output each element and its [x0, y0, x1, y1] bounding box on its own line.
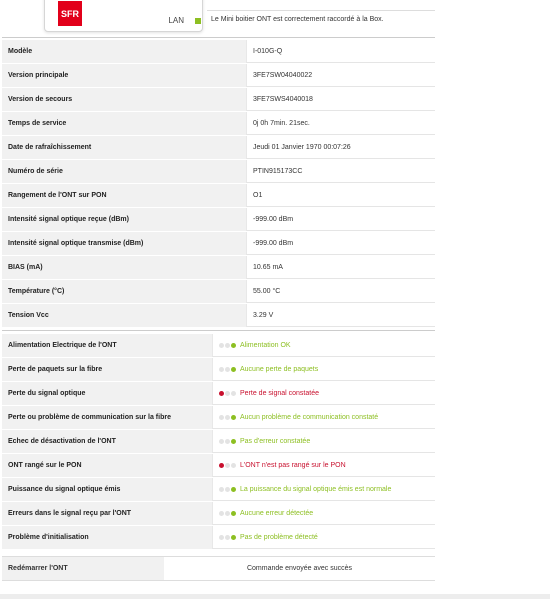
status-text: La puissance du signal optique émis est normale — [240, 485, 392, 493]
status-label: Perte du signal optique — [2, 382, 212, 405]
status-row — [2, 382, 435, 406]
status-value-cell — [212, 454, 435, 477]
status-dot-icon — [231, 439, 236, 444]
info-row — [2, 112, 435, 136]
info-row — [2, 160, 435, 184]
status-row — [2, 454, 435, 478]
status-dot-icon — [219, 463, 224, 468]
status-label: Echec de désactivation de l'ONT — [2, 430, 212, 453]
info-row — [2, 136, 435, 160]
status-indicator-icon — [219, 343, 236, 348]
restart-row — [2, 556, 435, 581]
divider — [207, 10, 435, 11]
info-label: Temps de service — [2, 112, 246, 135]
status-dot-icon — [231, 415, 236, 420]
status-dot-icon — [219, 487, 224, 492]
info-row — [2, 280, 435, 304]
status-dot-icon — [219, 367, 224, 372]
status-row — [2, 406, 435, 430]
info-value: 3FE7SW04040022 — [246, 64, 435, 87]
status-row — [2, 478, 435, 502]
info-label: Rangement de l'ONT sur PON — [2, 184, 246, 207]
status-row — [2, 430, 435, 454]
status-row — [2, 358, 435, 382]
status-text: Pas d'erreur constatée — [240, 437, 311, 445]
status-indicator-icon — [219, 367, 236, 372]
status-label: Puissance du signal optique émis — [2, 478, 212, 501]
info-value: 3.29 V — [246, 304, 435, 327]
status-dot-icon — [225, 391, 230, 396]
status-value-cell — [212, 406, 435, 429]
status-dot-icon — [225, 367, 230, 372]
info-label: Numéro de série — [2, 160, 246, 183]
status-dot-icon — [219, 511, 224, 516]
info-row — [2, 40, 435, 64]
status-dot-icon — [231, 535, 236, 540]
info-row — [2, 232, 435, 256]
status-value-cell — [212, 430, 435, 453]
status-label: Problème d'initialisation — [2, 526, 212, 549]
info-value: 3FE7SWS4040018 — [246, 88, 435, 111]
info-label: Tension Vcc — [2, 304, 246, 327]
status-indicator-icon — [219, 391, 236, 396]
info-label: Modèle — [2, 40, 246, 63]
status-text: Aucune perte de paquets — [240, 365, 319, 373]
info-label: Version de secours — [2, 88, 246, 111]
info-value: 55.00 °C — [246, 280, 435, 303]
status-text: Perte de signal constatée — [240, 389, 319, 397]
status-text: Aucune erreur détectée — [240, 509, 314, 517]
status-value-cell — [212, 526, 435, 549]
info-label: BIAS (mA) — [2, 256, 246, 279]
info-value: O1 — [246, 184, 435, 207]
info-label: Température (°C) — [2, 280, 246, 303]
connection-message: Le Mini boitier ONT est correctement raccordé à la Box. — [211, 16, 384, 23]
info-value: -999.00 dBm — [246, 232, 435, 255]
info-row — [2, 88, 435, 112]
status-indicator-icon — [219, 463, 236, 468]
status-value-cell — [212, 478, 435, 501]
restart-label: Redémarrer l'ONT — [2, 557, 164, 580]
status-dot-icon — [225, 535, 230, 540]
status-dot-icon — [225, 415, 230, 420]
status-dot-icon — [231, 367, 236, 372]
status-text: L'ONT n'est pas rangé sur le PON — [240, 461, 346, 469]
status-indicator-icon — [219, 535, 236, 540]
divider — [2, 37, 435, 38]
status-label: Perte ou problème de communication sur la fibre — [2, 406, 212, 429]
status-row — [2, 526, 435, 550]
status-label: Erreurs dans le signal reçu par l'ONT — [2, 502, 212, 525]
status-dot-icon — [219, 391, 224, 396]
port-led-lan — [195, 18, 201, 24]
status-table — [2, 334, 435, 550]
status-dot-icon — [225, 463, 230, 468]
info-label: Intensité signal optique reçue (dBm) — [2, 208, 246, 231]
status-text: Aucun problème de communication constaté — [240, 413, 379, 421]
info-value: -999.00 dBm — [246, 208, 435, 231]
restart-result: Commande envoyée avec succès — [246, 565, 353, 572]
info-value: 10.65 mA — [246, 256, 435, 279]
status-value-cell — [212, 358, 435, 381]
status-dot-icon — [225, 487, 230, 492]
status-dot-icon — [225, 439, 230, 444]
info-value: 0j 0h 7min. 21sec. — [246, 112, 435, 135]
status-label: ONT rangé sur le PON — [2, 454, 212, 477]
status-row — [2, 502, 435, 526]
status-row — [2, 334, 435, 358]
info-label: Version principale — [2, 64, 246, 87]
info-row — [2, 64, 435, 88]
info-value: I-010G-Q — [246, 40, 435, 63]
status-value-cell — [212, 334, 435, 357]
info-table — [2, 40, 435, 328]
status-indicator-icon — [219, 511, 236, 516]
status-indicator-icon — [219, 439, 236, 444]
status-text: Alimentation OK — [240, 341, 291, 349]
info-row — [2, 256, 435, 280]
info-value: Jeudi 01 Janvier 1970 00:07:26 — [246, 136, 435, 159]
device-card — [44, 0, 203, 32]
status-dot-icon — [219, 535, 224, 540]
info-label: Date de rafraîchissement — [2, 136, 246, 159]
sfr-logo: SFR — [58, 1, 82, 26]
status-value-cell — [212, 502, 435, 525]
info-row — [2, 304, 435, 328]
status-dot-icon — [219, 343, 224, 348]
status-dot-icon — [219, 439, 224, 444]
status-dot-icon — [231, 463, 236, 468]
status-indicator-icon — [219, 415, 236, 420]
status-dot-icon — [225, 343, 230, 348]
status-label: Perte de paquets sur la fibre — [2, 358, 212, 381]
page-footer-bar — [0, 594, 550, 599]
info-label: Intensité signal optique transmise (dBm) — [2, 232, 246, 255]
status-dot-icon — [231, 487, 236, 492]
status-dot-icon — [231, 343, 236, 348]
info-row — [2, 208, 435, 232]
info-row — [2, 184, 435, 208]
status-dot-icon — [219, 415, 224, 420]
status-text: Pas de problème détecté — [240, 533, 318, 541]
status-indicator-icon — [219, 487, 236, 492]
status-label: Alimentation Electrique de l'ONT — [2, 334, 212, 357]
status-dot-icon — [231, 391, 236, 396]
status-dot-icon — [225, 511, 230, 516]
status-dot-icon — [231, 511, 236, 516]
divider — [2, 330, 435, 331]
info-value: PTIN915173CC — [246, 160, 435, 183]
status-value-cell — [212, 382, 435, 405]
port-label-lan: LAN — [168, 16, 184, 25]
